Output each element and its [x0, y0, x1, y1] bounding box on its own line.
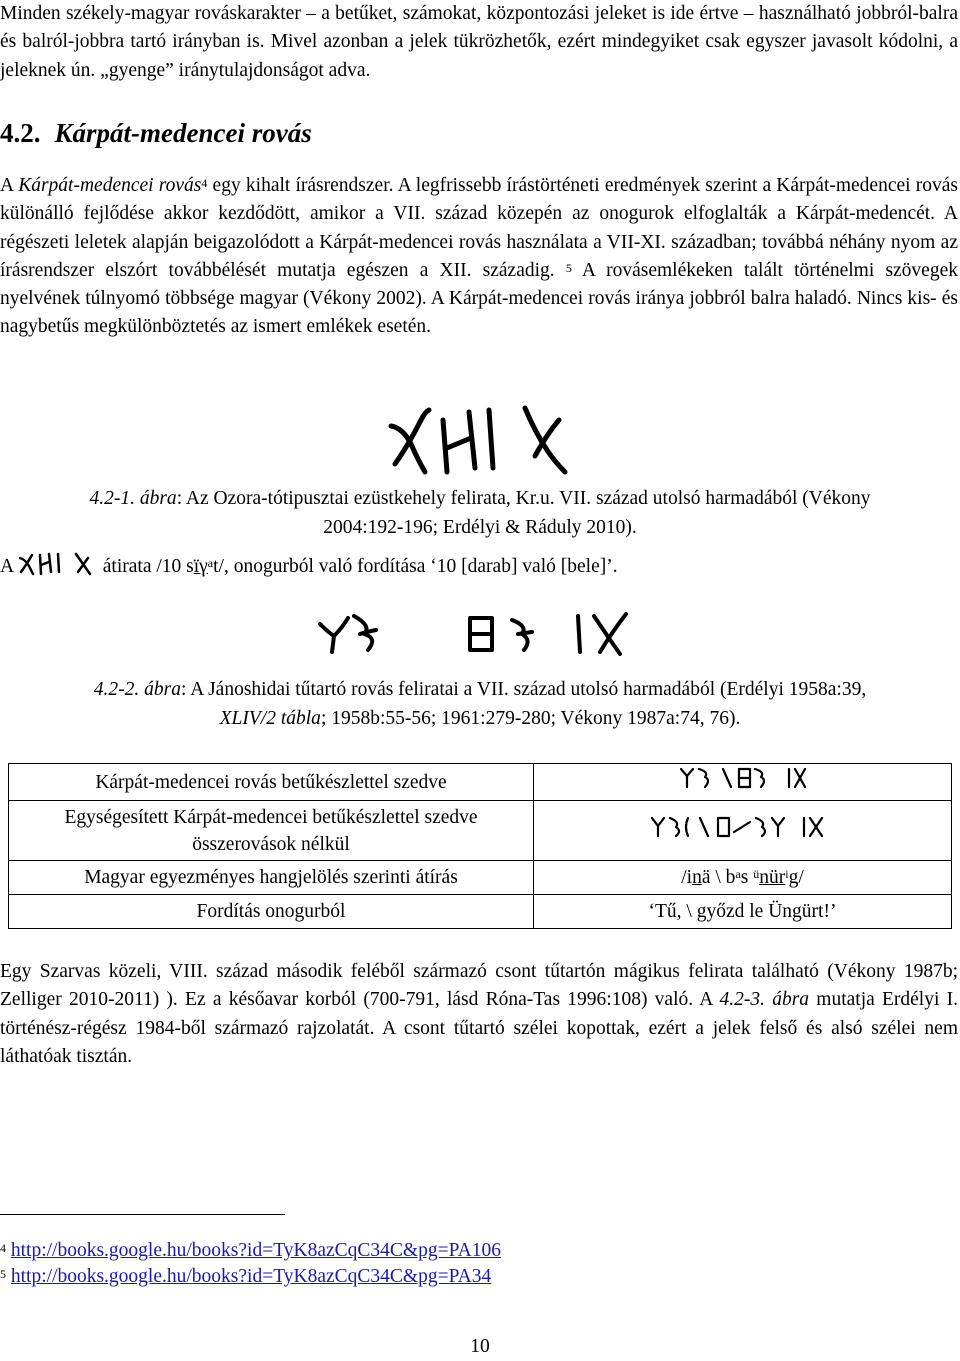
footnote-ref-4[interactable]: 4: [201, 176, 208, 190]
section-number: 4.2.: [0, 118, 41, 148]
table-row: [9, 895, 952, 929]
figure-4-2-2-caption: [0, 675, 960, 733]
table-row: [9, 764, 952, 801]
figure-4-2-1-caption: [0, 484, 960, 542]
table-cell-label: Fordítás onogurból: [9, 895, 534, 929]
figure1-text-line2: 2004:192-196; Erdélyi & Ráduly 2010).: [323, 517, 637, 538]
translit-part: g/: [788, 867, 804, 888]
translit-underlined-nur: nür: [759, 867, 786, 888]
figure1-text: : Az Ozora-tótipusztai ezüstkehely felirata, Kr.u. VII. század utolsó harmadából (Vékony: [176, 488, 871, 509]
ozora-inscription-figure: [385, 398, 575, 478]
para2-text-b: mutatja Erdélyi I. történész-régész 1984-ből származó rajzolatát. A csont tűtartó szélei kopottak, ezért a jelek felső és alsó szélei nem láthatóak tisztán.: [0, 989, 958, 1067]
page-number: 10: [470, 1336, 490, 1357]
transcription-table: [8, 763, 952, 929]
para1-text-b: egy kihalt írásrendszer. A legfrissebb írástörténeti eredmények szerint a Kárpát-medencei rovás különálló fejlődése akkor kezdődött, amikor a VII. század közepén az onogurok elfoglalták a Kárpát-medencét. A régészeti leletek alapján beigazolódott a Kárpát-medencei rovás használata a VII-XI. században; továbbá néhány nyom az írásrendszer elszórt továbbélését mutatja egészen a XII. századig.: [0, 175, 958, 281]
runes-karpat-set: [653, 766, 833, 790]
translit-sup: i: [785, 867, 789, 881]
footnote-ref-5[interactable]: 5: [565, 260, 572, 275]
footnotes: [0, 1238, 501, 1290]
figure2-number: 4.2-2.: [93, 679, 145, 700]
translit-sup: a: [735, 867, 741, 881]
footnote-5: [0, 1264, 501, 1290]
table-cell-label: Magyar egyezményes hangjelölés szerinti átírás: [9, 861, 534, 895]
translit-part: ä \ b: [701, 867, 736, 888]
para1-text-c: A rovásemlékeken talált történelmi szövegek nyelvének túlnyomó többsége magyar (Vékony 2002). A Kárpát-medencei rovás iránya jobbról balra haladó. Nincs kis- és nagybetűs megkülönböztetés az ismert emlékek esetén.: [0, 259, 958, 338]
table-cell-translation: ‘Tű, \ győzd le Üngürt!’: [534, 895, 952, 929]
footnote-link[interactable]: http://books.google.hu/books?id=TyK8azCqC34C&pg=PA34: [10, 1266, 492, 1287]
figure2-label: ábra: [144, 679, 181, 700]
ozora-runes-drawing: [385, 398, 575, 478]
table-cell-runes: [534, 764, 952, 801]
table-row: [9, 861, 952, 895]
footnote-4: [0, 1238, 501, 1264]
table-cell-label: Egységesített Kárpát-medencei betűkészlettel szedve összerovások nélkül: [9, 801, 534, 861]
figure2-italic-ref: XLIV/2 tábla: [219, 708, 321, 729]
table-cell-label: Kárpát-medencei rovás betűkészlettel szedve: [9, 764, 534, 801]
footnote-divider: [0, 1214, 285, 1215]
section-title: Kárpát-medencei rovás: [54, 118, 312, 148]
table-cell-runes: [534, 801, 952, 861]
table-row: [9, 801, 952, 861]
para1-italic-term: Kárpát-medencei rovás: [18, 175, 202, 196]
intro-paragraph: Minden székely-magyar rováskarakter – a betűket, számokat, központozási jeleket is ide értve – használható jobbról-balra és balról-jobbra tartó irányban is. Mivel azonban a jelek tükrözhetők, ezért mindegyiket csak egyszer javasolt kódolni, a jeleknek ún. „gyenge” iránytulajdonságot adva.: [0, 3, 958, 81]
janoshida-inscription-figure: [318, 606, 638, 656]
figure2-text-line2: ; 1958b:55-56; 1961:279-280; Vékony 1987a:74, 76).: [320, 708, 741, 729]
para2-figure-ref: 4.2-3. ábra: [719, 989, 810, 1011]
figure1-label: ábra: [139, 488, 177, 509]
transcription-sup-a: a: [207, 556, 214, 570]
paragraph-szarvas: [0, 958, 958, 1071]
transcription-line: [0, 552, 958, 585]
para1-text-a: A: [0, 175, 19, 196]
translit-part: /i: [681, 867, 693, 888]
ozora-runes-inline: [18, 552, 98, 585]
section-heading: [0, 118, 312, 149]
transcription-underlined-gamma: γ: [199, 556, 208, 577]
figure2-text: : A Jánoshidai tűtartó rovás feliratai a VII. század utolsó harmadából (Erdélyi 1958a:39,: [181, 679, 867, 700]
transcription-end: t/, onogurból való fordítása ‘10 [darab] való [bele]’.: [213, 556, 618, 577]
transcription-underlined-i: ï: [193, 556, 200, 577]
footnote-number: 5: [0, 1267, 6, 1281]
transcription-a: A: [0, 556, 14, 577]
janoshida-runes-drawing: [318, 606, 638, 656]
runes-unified-set: [638, 814, 848, 840]
transcription-mid: átirata /10 s: [97, 556, 194, 577]
footnote-link[interactable]: http://books.google.hu/books?id=TyK8azCqC34C&pg=PA106: [10, 1240, 501, 1261]
translit-sup: ü: [753, 867, 760, 881]
para2-text-a: Egy Szarvas közeli, VIII. század második feléből származó csont tűtartón mágikus felirata található (Vékony 1987b; Zelliger 2010-2011) ). Ez a későavar korból (700-791, lásd Róna-Tas 1996:108) való. A: [0, 961, 958, 1011]
translit-part: s: [740, 867, 754, 888]
paragraph-karpat-medencei: [0, 172, 958, 342]
footnote-number: 4: [0, 1241, 6, 1255]
figure1-number: 4.2-1.: [89, 488, 140, 509]
translit-underlined-n: n: [692, 867, 702, 888]
table-cell-transliteration: [534, 861, 952, 895]
